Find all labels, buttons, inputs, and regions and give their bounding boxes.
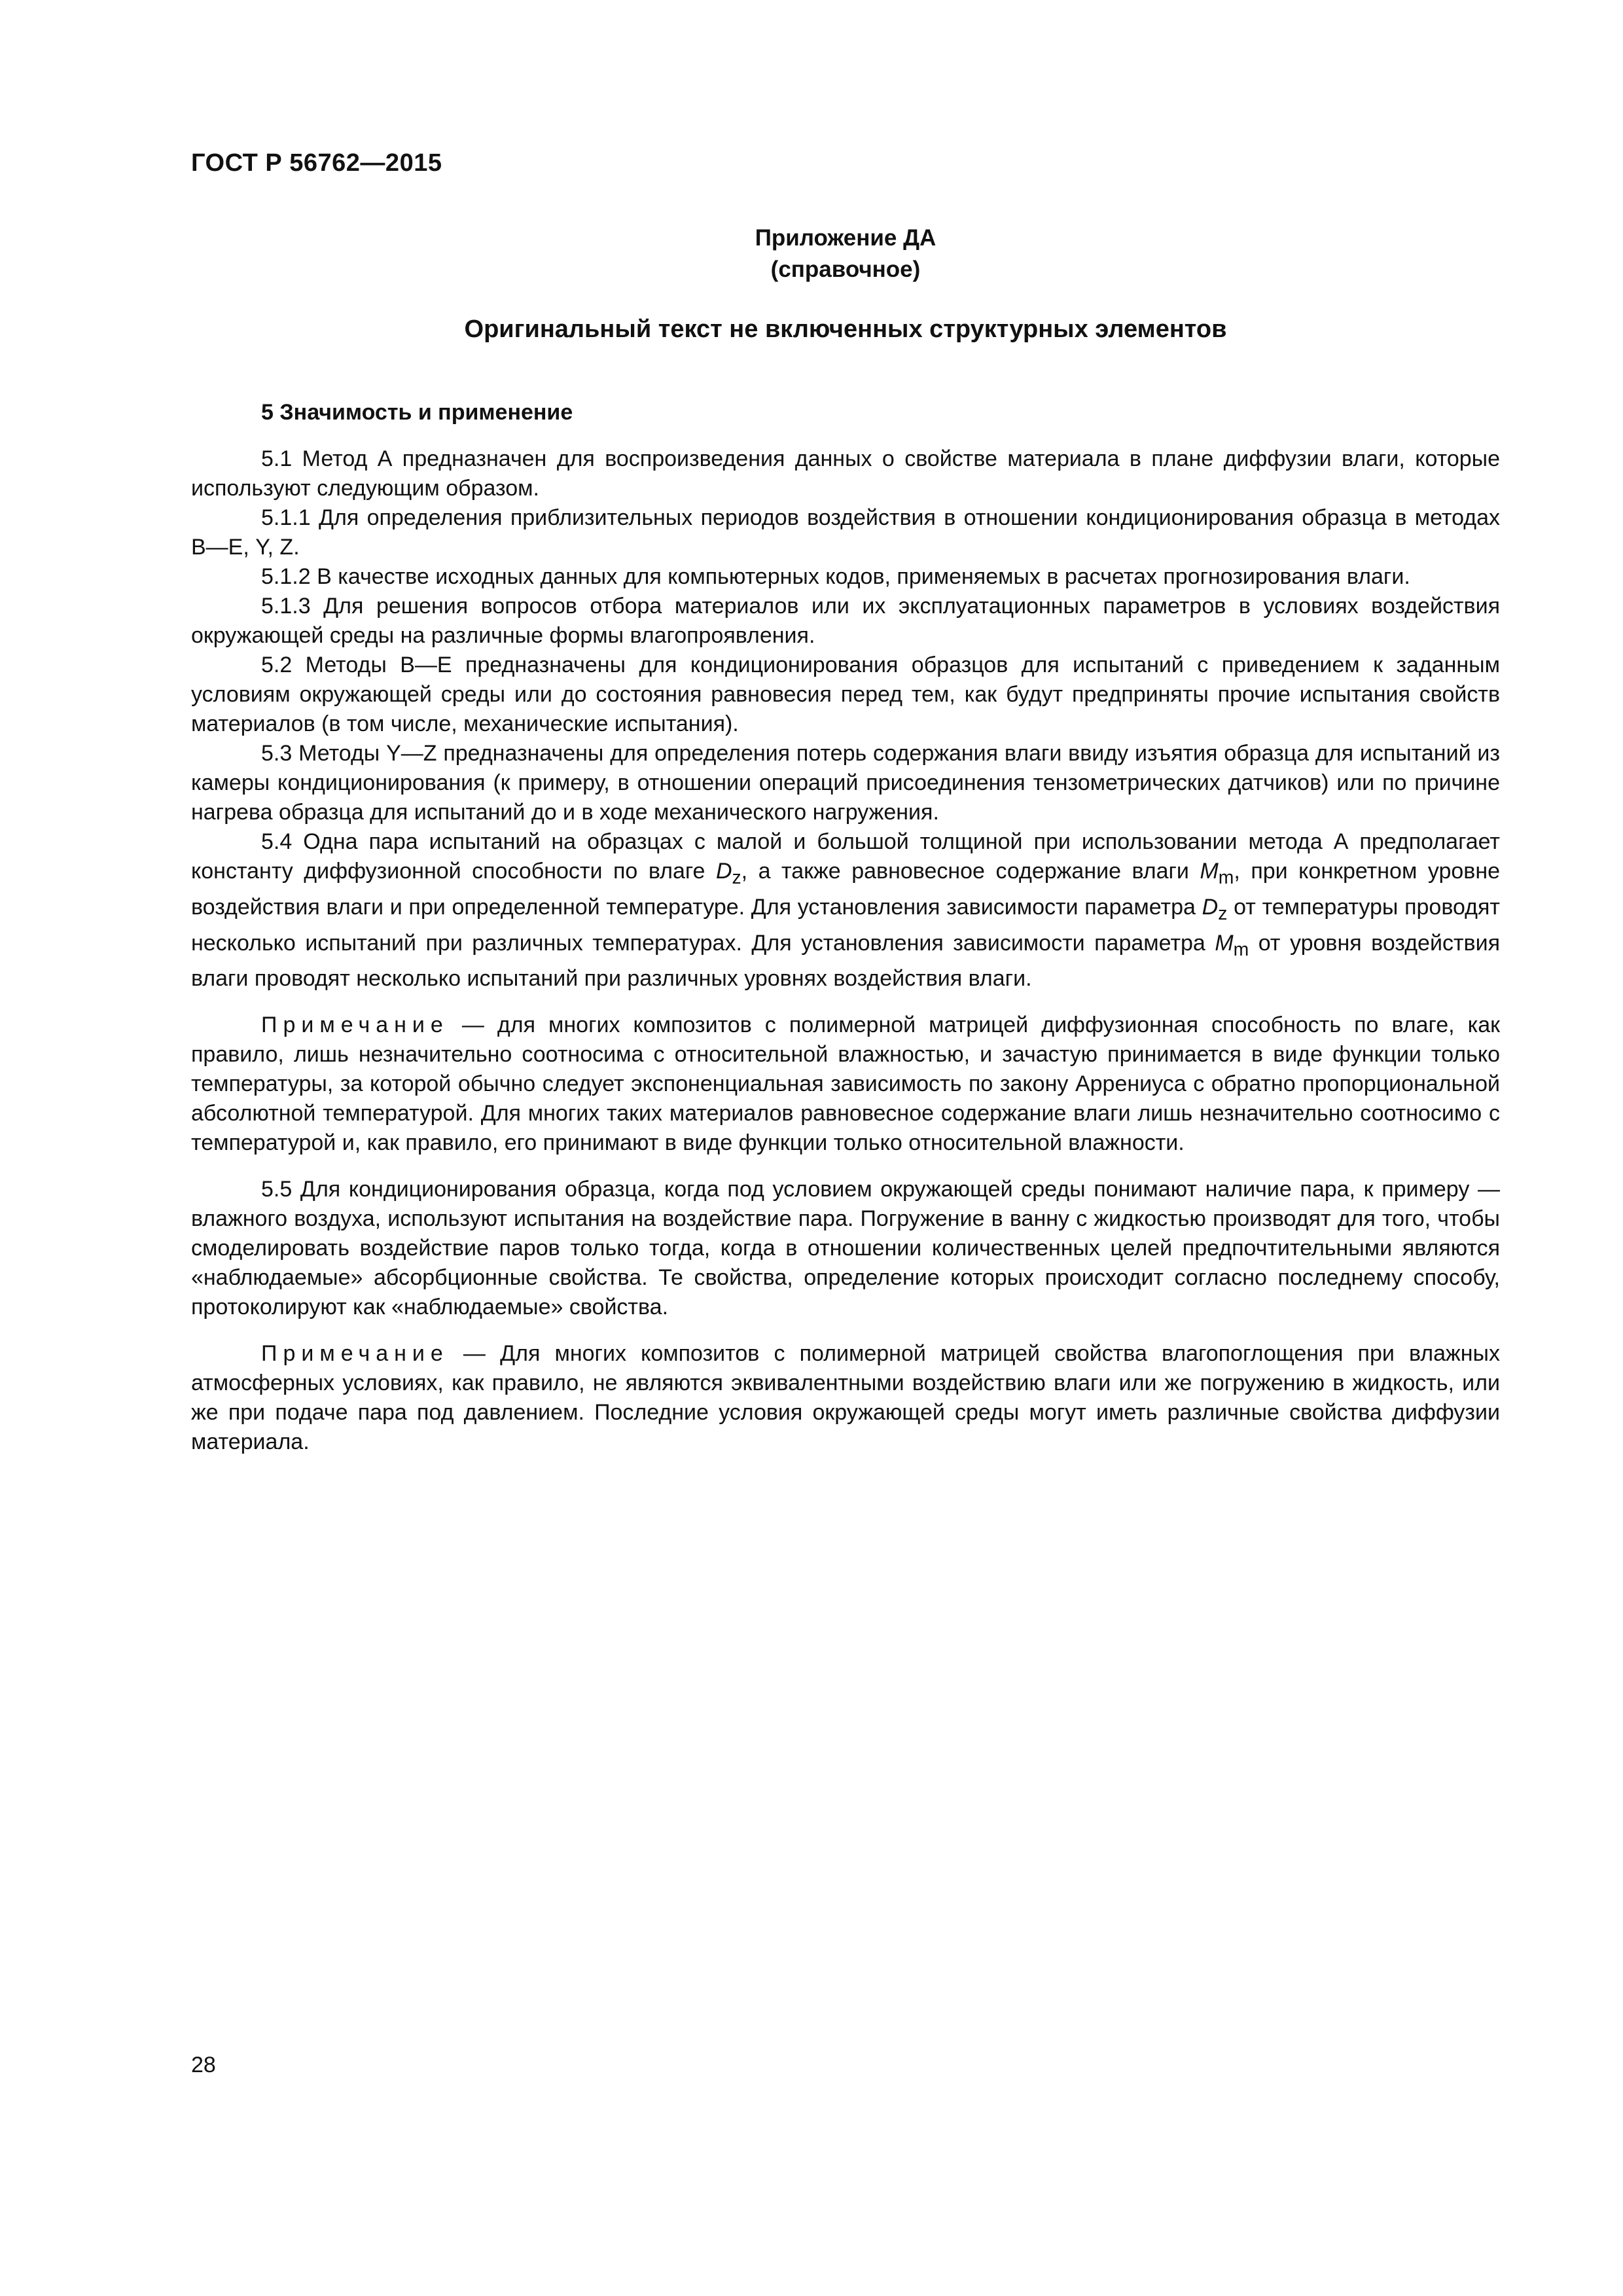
p54-part3: , при конкретном уровне воздействия влаги и при определенной температуре. Для установления зависимости параметра (191, 859, 1501, 920)
section-heading: 5 Значимость и применение (261, 400, 573, 425)
note-1-text: — для многих композитов с полимерной матрицей диффузионная способность по влаге, как правило, лишь незначительно соотносима с относительной влажностью, и зачастую принимается в виде функции только температуры, за которой обычно следует экспоненциальная зависимость по закону Аррениуса с обратно пропорциональной абсолютной температурой. Для многих таких материалов равновесное содержание влаги лишь незначительно соотносимо с температурой и, как правило, его принимают в виде функции только относительной влажности. (191, 1013, 1500, 1156)
symbol-d: D (1202, 894, 1219, 920)
paragraph-5-1-3: 5.1.3 Для решения вопросов отбора материалов или их эксплуатационных параметров в условиях воздействия окружающей среды на различные формы влагопроявления. (191, 594, 1500, 648)
document-code: ГОСТ Р 56762—2015 (191, 149, 442, 177)
p54-part1: 5.4 Одна пара испытаний на образцах с малой и большой толщиной при использовании метода А предполагает константу диффузионной способности по влаге (191, 829, 1500, 884)
subscript-z: z (1218, 903, 1228, 924)
paragraph-5-5: 5.5 Для кондиционирования образца, когда под условием окружающей среды понимают наличие пара, к примеру — влажного воздуха, используют испытания на воздействие пара. Погружение в ванну с жидкостью производят для того, чтобы смоделировать воздействие паров только тогда, когда в отношении количественных целей предпочтительными являются «наблюдаемые» абсорбционные свойства. Те свойства, определение которых происходит согласно последнему способу, протоколируют как «наблюдаемые» свойства. (191, 1177, 1500, 1320)
p54-part2: , а также равновесное содержание влаги (741, 859, 1200, 884)
note-2 (191, 1339, 1500, 1457)
symbol-m: M (1215, 930, 1234, 956)
note-2-label: Примечание (261, 1341, 449, 1367)
p54-part5: от уровня воздействия влаги проводят несколько испытаний при различных уровнях воздействия влаги. (191, 930, 1500, 992)
annex-title-line2: (справочное) (770, 257, 921, 282)
symbol-m: M (1200, 859, 1219, 884)
p54-part4: от температуры проводят несколько испытаний при различных температурах. Для установления зависимости параметра (191, 894, 1500, 956)
annex-title-line1: Приложение ДА (755, 225, 936, 251)
paragraph-5-1-1: 5.1.1 Для определения приблизительных периодов воздействия в отношении кондиционирования образца в методах В—Е, Y, Z. (191, 505, 1500, 560)
paragraph-5-1-2: 5.1.2 В качестве исходных данных для компьютерных кодов, применяемых в расчетах прогнозирования влаги. (261, 564, 1410, 589)
note-2-text: — Для многих композитов с полимерной матрицей свойства влагопоглощения при влажных атмосферных условиях, как правило, не являются эквивалентными воздействию влаги или же погружению в жидкость, или же при подаче пара под давлением. Последние условия окружающей среды могут иметь различные свойства диффузии материала. (191, 1341, 1500, 1455)
subscript-z: z (732, 867, 741, 888)
subscript-m: m (1218, 867, 1234, 888)
annex-label (191, 223, 1500, 285)
paragraph-5-3: 5.3 Методы Y—Z предназначены для определения потерь содержания влаги ввиду изъятия образца для испытаний из камеры кондиционирования (к примеру, в отношении операций присоединения тензометрических датчиков) или по причине нагрева образца для испытаний до и в ходе механического нагружения. (191, 741, 1500, 825)
paragraph-5-2: 5.2 Методы В—Е предназначены для кондиционирования образцов для испытаний с приведением к заданным условиям окружающей среды или до состояния равновесия перед тем, как будут предприняты прочие испытания свойств материалов (в том числе, механические испытания). (191, 653, 1500, 736)
note-1-label: Примечание (261, 1013, 449, 1038)
page-number: 28 (191, 2053, 216, 2077)
subscript-m: m (1233, 939, 1249, 960)
annex-heading: Оригинальный текст не включенных структурных элементов (464, 315, 1227, 343)
section-body (191, 398, 1500, 1457)
symbol-d: D (715, 859, 732, 884)
paragraph-5-1: 5.1 Метод А предназначен для воспроизведения данных о свойстве материала в плане диффузии влаги, которые используют следующим образом. (191, 446, 1500, 501)
note-1 (191, 1011, 1500, 1158)
paragraph-5-4 (191, 827, 1500, 994)
